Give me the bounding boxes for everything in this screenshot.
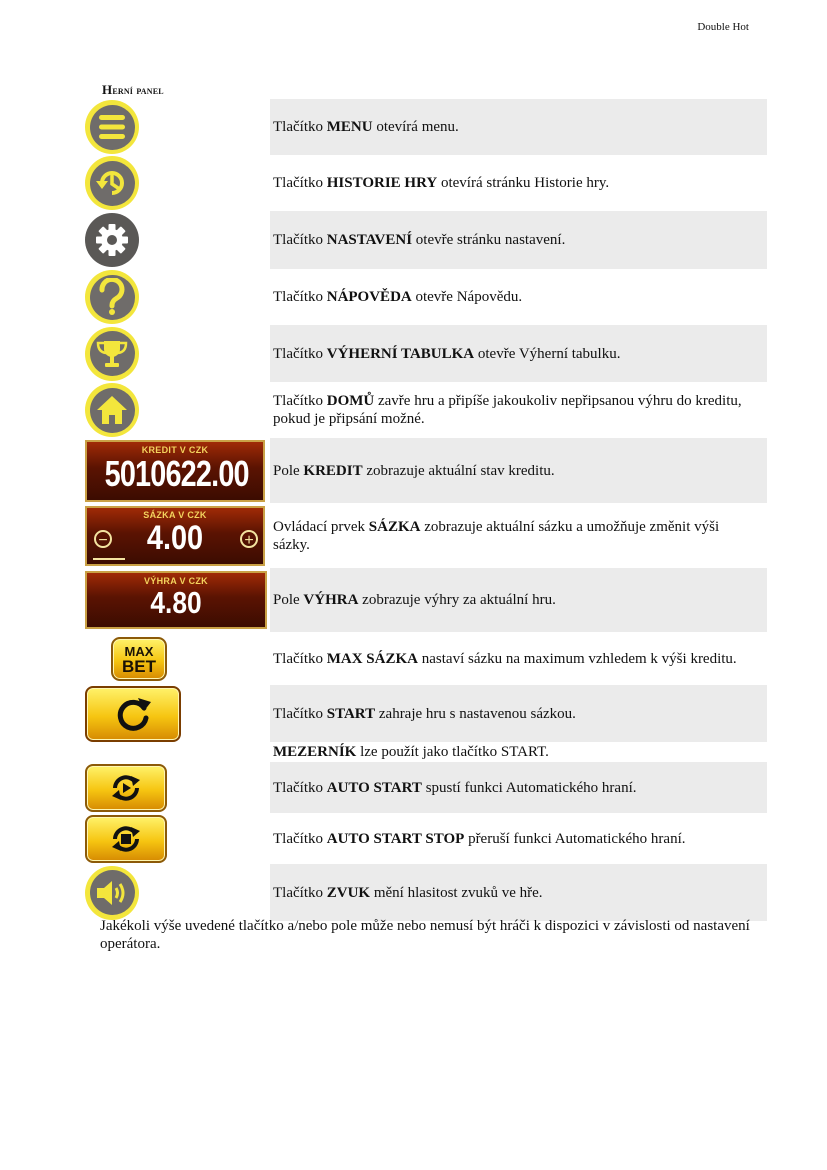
row-auto-start-stop xyxy=(84,813,767,864)
bet-plus-button[interactable]: + xyxy=(240,530,258,548)
max-bet-button[interactable]: MAX BET xyxy=(111,637,167,681)
game-panel-table xyxy=(84,99,767,921)
row-description: Tlačítko DOMŮ zavře hru a připíše jakoukoliv nepřipsanou výhru do kreditu, pokud je připsání možné. xyxy=(273,393,742,427)
row-sound xyxy=(84,864,767,921)
row-description: Tlačítko AUTO START spustí funkci Automatického hraní. xyxy=(270,762,767,813)
row-settings xyxy=(84,211,767,269)
row-description: Tlačítko START zahraje hru s nastavenou sázkou. xyxy=(270,685,767,742)
row-description: Pole KREDIT zobrazuje aktuální stav kreditu. xyxy=(270,438,767,503)
row-home xyxy=(84,382,767,438)
row-spacebar xyxy=(84,742,767,762)
history-icon xyxy=(85,156,139,210)
bet-control: SÁZKA V CZK 4.00 − + xyxy=(85,506,265,566)
row-description: Tlačítko MENU otevírá menu. xyxy=(270,99,767,155)
section-title: Herní panel xyxy=(102,82,164,97)
row-history xyxy=(84,155,767,211)
row-auto-start xyxy=(84,762,767,813)
row-max-bet xyxy=(84,632,767,685)
trophy-icon xyxy=(85,327,139,381)
row-description: MEZERNÍK lze použít jako tlačítko START. xyxy=(273,744,549,760)
row-description: Tlačítko AUTO START STOP přeruší funkci Automatického hraní. xyxy=(273,830,686,847)
auto-start-button[interactable] xyxy=(85,764,167,812)
row-credit xyxy=(84,438,767,503)
row-menu xyxy=(84,99,767,155)
auto-start-stop-button[interactable] xyxy=(85,815,167,863)
footnote: Jakékoli výše uvedené tlačítko a/nebo pole může nebo nemusí být hráči k dispozici v závislosti od nastavení operátora. xyxy=(100,918,750,952)
row-description: Tlačítko MAX SÁZKA nastaví sázku na maximum vzhledem k výši kreditu. xyxy=(273,650,737,667)
row-description: Pole VÝHRA zobrazuje výhry za aktuální hru. xyxy=(270,568,767,632)
row-description: Tlačítko HISTORIE HRY otevírá stránku Historie hry. xyxy=(273,175,610,191)
row-paytable xyxy=(84,325,767,382)
menu-icon xyxy=(85,100,139,154)
win-field: VÝHRA V CZK 4.80 xyxy=(85,571,267,629)
home-icon xyxy=(85,383,139,437)
row-win xyxy=(84,568,767,632)
start-button[interactable] xyxy=(85,686,181,742)
row-description: Tlačítko VÝHERNÍ TABULKA otevře Výherní tabulku. xyxy=(270,325,767,382)
row-bet xyxy=(84,503,767,568)
row-start xyxy=(84,685,767,742)
refresh-icon xyxy=(113,694,153,734)
row-description: Ovládací prvek SÁZKA zobrazuje aktuální sázku a umožňuje změnit výši sázky. xyxy=(273,518,720,553)
bet-minus-button[interactable]: − xyxy=(94,530,112,548)
question-icon xyxy=(85,270,139,324)
auto-stop-icon xyxy=(109,824,143,854)
auto-start-icon xyxy=(109,773,143,803)
row-description: Tlačítko NASTAVENÍ otevře stránku nastavení. xyxy=(270,211,767,269)
speaker-icon xyxy=(85,866,139,920)
row-description: Tlačítko NÁPOVĚDA otevře Nápovědu. xyxy=(273,289,523,305)
document-header: Double Hot xyxy=(697,21,749,33)
bet-underline xyxy=(93,558,125,560)
row-description: Tlačítko ZVUK mění hlasitost zvuků ve hře. xyxy=(270,864,767,921)
gear-icon xyxy=(85,213,139,267)
credit-field: KREDIT V CZK 5010622.00 xyxy=(85,440,265,502)
row-help xyxy=(84,269,767,325)
